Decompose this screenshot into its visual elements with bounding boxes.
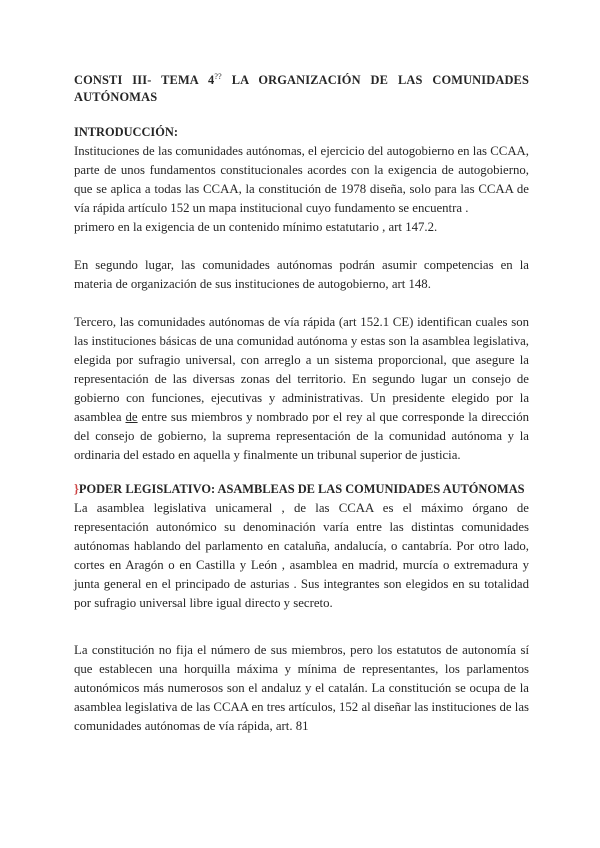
intro-p3-start: Tercero, las comunidades autónomas de vía rápida (art 152.1 CE) identifican cuales son las instituciones básicas de una comunidad autónoma y estas son la asamblea legislativa, elegida por sufragio universal, con arreglo a un sistema proporcional, que asegure la representación de las diversas zonas del territorio. En segundo lugar un consejo de gobierno con funciones, ejecutivas y administrativas. Un presidente elegido por la asamblea [74, 315, 529, 424]
intro-p3-underlined: de [125, 410, 138, 424]
intro-heading: INTRODUCCIÓN: [74, 125, 178, 139]
intro-paragraph-1: Instituciones de las comunidades autónomas, el ejercicio del autogobierno en las CCAA, parte de unos fundamentos constitucionales acordes con la exigencia de autogobierno, que se aplica a todas las CCAA, la constitución de 1978 diseña, solo para las CCAA de vía rápida artículo 152 un mapa institucional cuyo fundamento se encuentra . [74, 144, 529, 215]
intro-p3-end: entre sus miembros y nombrado por el rey al que corresponde la dirección del consejo de gobierno, la suprema representación de la comunidad autónoma y la ordinaria del estado en aquella y finalmente un tribunal superior de justicia. [74, 410, 529, 462]
title-superscript: ?? [214, 71, 222, 81]
section-legislative-heading [74, 480, 529, 499]
document-title [74, 72, 529, 106]
document-body [74, 72, 529, 736]
title-main: CONSTI III- TEMA 4 [74, 73, 215, 87]
intro-paragraph-3 [74, 313, 529, 465]
legislative-paragraph-2: La constitución no fija el número de sus miembros, pero los estatutos de autonomía sí que establecen una horquilla máxima y mínima de representantes, los parlamentos autonómicos más numerosos son el andaluz y el catalán. La constitución se ocupa de la asamblea legislativa de las CCAA en tres artículos, 152 al diseñar las instituciones de las comunidades autónomas de vía rápida, art. 81 [74, 643, 529, 733]
section-legislative-title: PODER LEGISLATIVO: ASAMBLEAS DE LAS COMUNIDADES AUTÓNOMAS [78, 482, 525, 496]
intro-paragraph-2: En segundo lugar, las comunidades autónomas podrán asumir competencias en la materia de organización de sus instituciones de autogobierno, art 148. [74, 258, 529, 291]
title-rest: LA ORGANIZACIÓN DE LAS COMUNIDADES AUTÓNOMAS [74, 73, 530, 104]
heading-mark: } [74, 482, 79, 496]
intro-paragraph-1b: primero en la exigencia de un contenido mínimo estatutario , art 147.2. [74, 220, 438, 234]
legislative-paragraph-1: La asamblea legislativa unicameral , de las CCAA es el máximo órgano de representación autonómico su denominación varía entre las distintas comunidades autónomas hablando del parlamento en cataluña, andalucía, o cantabría. Por otro lado, cortes en Aragón o en Castilla y León , asamblea en madrid, murcía o extremadura y junta general en el principado de asturias . Sus integrantes son elegidos en su totalidad por sufragio universal libre igual directo y secreto. [74, 501, 529, 610]
